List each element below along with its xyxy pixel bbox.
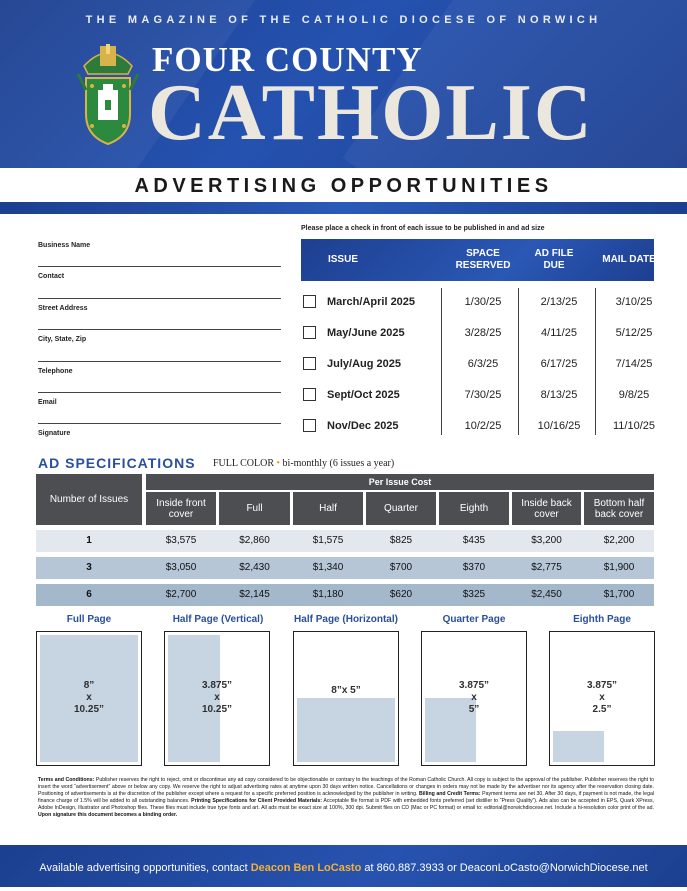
- half-horizontal-diagram: [293, 631, 399, 766]
- printing-label: Printing Specifications for Client Provided Materials:: [191, 798, 322, 805]
- issue-name: Nov/Dec 2025: [327, 420, 399, 432]
- title-four-county: FOUR COUNTY: [152, 40, 423, 79]
- mail-date: 11/10/25: [612, 420, 655, 432]
- binding-notice: Upon signature this document becomes a binding order.: [38, 812, 178, 819]
- eighth-page-diagram: [549, 631, 655, 766]
- price-cell: $2,775: [531, 562, 562, 573]
- telephone-field[interactable]: [38, 362, 281, 393]
- size-dim: 8”x 5”: [331, 685, 361, 696]
- price-cell: $1,900: [603, 562, 635, 573]
- street-address-field[interactable]: [38, 299, 281, 330]
- footer-suffix: at 860.887.3933 or DeaconLoCasto@NorwichDiocese.net: [361, 862, 648, 874]
- col-ad-file-due: AD FILE DUE: [534, 248, 574, 271]
- issue-row: [301, 291, 661, 322]
- size-label: [294, 685, 398, 697]
- price-cell: $2,145: [239, 589, 270, 600]
- price-cell: $2,860: [239, 535, 270, 546]
- col-number-of-issues: Number of Issues: [36, 474, 142, 525]
- size-x: x: [599, 692, 605, 703]
- price-cell: $3,050: [165, 562, 197, 573]
- adfile-date: 10/16/25: [537, 420, 581, 432]
- price-cell: $700: [389, 562, 413, 573]
- price-cell: $2,200: [603, 535, 635, 546]
- price-cell: $1,700: [603, 589, 635, 600]
- diocese-crest-icon: [76, 44, 140, 152]
- col-half: Half: [293, 492, 363, 525]
- field-label: Business Name: [38, 242, 91, 249]
- size-dim: 3.875”: [201, 680, 233, 691]
- space-date: 6/3/25: [467, 358, 499, 370]
- frequency-label: bi-monthly (6 issues a year): [282, 458, 395, 469]
- mail-date: 9/8/25: [618, 389, 650, 401]
- issue-name: May/June 2025: [327, 327, 405, 339]
- contact-field[interactable]: [38, 267, 281, 298]
- issue-row: [301, 322, 661, 353]
- size-x: x: [86, 692, 92, 703]
- issue-row: [301, 353, 661, 384]
- eighth-page-title: Eighth Page: [573, 614, 631, 625]
- quarter-page-title: Quarter Page: [442, 614, 506, 625]
- size-dim: 10.25”: [73, 704, 105, 715]
- size-dim: 3.875”: [458, 680, 490, 691]
- tagline: THE MAGAZINE OF THE CATHOLIC DIOCESE OF NORWICH: [85, 14, 602, 26]
- advertiser-form: [38, 236, 281, 456]
- field-label: Email: [38, 398, 57, 406]
- full-color-label: FULL COLOR: [213, 458, 275, 469]
- price-row: [36, 584, 654, 606]
- size-dim: 2.5”: [592, 704, 612, 715]
- space-date: 7/30/25: [464, 389, 502, 401]
- col-inside-front-cover: Inside front cover: [146, 492, 216, 525]
- issue-instructions: Please place a check in front of each issue to be published in and ad size: [301, 225, 545, 232]
- price-cell: $825: [389, 535, 413, 546]
- col-bottom-half-back-cover: Bottom half back cover: [584, 492, 654, 525]
- email-field[interactable]: [38, 393, 281, 424]
- contact-footer: [0, 845, 687, 887]
- mail-date: 3/10/25: [615, 296, 653, 308]
- title-catholic: CATHOLIC: [148, 69, 594, 157]
- section-banner: [0, 168, 687, 202]
- issue-checkbox[interactable]: [303, 388, 316, 401]
- adfile-date: 6/17/25: [540, 358, 578, 370]
- adfile-date: 2/13/25: [540, 296, 578, 308]
- bullet-dot: •: [276, 458, 281, 469]
- price-cell: $3,200: [531, 535, 562, 546]
- signature-field[interactable]: [38, 424, 281, 455]
- footer-prefix: Available advertising opportunities, contact: [39, 862, 251, 874]
- issue-count: 6: [86, 589, 92, 600]
- divider-band: [0, 202, 687, 214]
- size-label: [37, 680, 141, 716]
- price-cell: $2,430: [239, 562, 270, 573]
- price-cell: $3,575: [165, 535, 197, 546]
- field-label: Street Address: [38, 304, 88, 312]
- full-page-title: Full Page: [66, 614, 112, 625]
- col-full: Full: [219, 492, 290, 525]
- mail-date: 7/14/25: [615, 358, 653, 370]
- size-label: [165, 680, 269, 716]
- price-row: [36, 530, 654, 552]
- field-label: City, State, Zip: [38, 336, 87, 344]
- billing-label: Billing and Credit Terms:: [418, 791, 481, 798]
- issue-checkbox[interactable]: [303, 419, 316, 432]
- half-vertical-diagram: [164, 631, 270, 766]
- billing-text: Payment terms are net 30. After 30 days, if payment is not made, the legal finance charge of 1.5% will be added to all outstanding balances.: [38, 791, 654, 805]
- contact-name: Deacon Ben LoCasto: [250, 862, 362, 874]
- issue-row: [301, 384, 661, 415]
- printing-text: Acceptable file format is PDF with embedded fonts preferred (set distiller to “Press Quality”). Ads also can be accepted in EPS, Quark XPress, Adobe InDesign, Illustrator and Photoshop files. These files must include true type fonts and art. All ads must be exact size at 100%, 300 dpi. Submit files on CD (Mac or PC format) or email to: editorial@norwichdiocese.net. Include a hi-resolution color print of the ad.: [38, 798, 654, 812]
- size-label: [422, 680, 526, 716]
- price-cell: $2,450: [531, 589, 562, 600]
- col-quarter: Quarter: [366, 492, 436, 525]
- price-cell: $1,575: [312, 535, 344, 546]
- price-cell: $370: [462, 562, 486, 573]
- size-dim: 10.25”: [201, 704, 233, 715]
- terms-text: Publisher reserves the right to reject, omit or discontinue any ad copy considered to be objectionable or contrary to the teachings of the Roman Catholic Church. All copy is subject to the approval of the publisher. Publisher reserves the right to insert the word “advertisement” above or below any copy. We reserve the right to adjust advertising rates at anytime upon 30 days written notice. Cancellations or changes in orders may not be made by the advertiser nor its agency after the reservation closing date. Positioning of advertisements is at the discretion of the publisher except where a request for a specific preferred position is acknowledged by the publisher in writing.: [38, 777, 654, 798]
- per-issue-cost-header: Per Issue Cost: [146, 474, 654, 490]
- space-date: 1/30/25: [464, 296, 502, 308]
- business-name-field[interactable]: [38, 236, 281, 267]
- price-cell: $1,180: [312, 589, 344, 600]
- ad-specifications-subtitle: [213, 458, 394, 469]
- issue-checkbox[interactable]: [303, 357, 316, 370]
- masthead: [0, 0, 687, 168]
- issue-table-header: [301, 239, 654, 281]
- size-x: x: [471, 692, 477, 703]
- issue-name: March/April 2025: [327, 296, 416, 308]
- col-eighth: Eighth: [439, 492, 509, 525]
- city-state-zip-field[interactable]: [38, 330, 281, 361]
- adfile-date: 4/11/25: [541, 327, 577, 339]
- size-dim: 5”: [468, 704, 480, 715]
- terms-and-conditions: [38, 777, 654, 820]
- terms-label: Terms and Conditions:: [38, 777, 95, 783]
- half-vertical-title: Half Page (Vertical): [172, 614, 264, 625]
- space-date: 10/2/25: [464, 420, 502, 432]
- col-issue: ISSUE: [327, 254, 358, 265]
- issue-name: July/Aug 2025: [327, 358, 401, 370]
- space-date: 3/28/25: [464, 327, 502, 339]
- full-page-diagram: [36, 631, 142, 766]
- size-x: x: [214, 692, 220, 703]
- issue-row: [301, 415, 661, 446]
- issue-checkbox[interactable]: [303, 326, 316, 339]
- field-label: Telephone: [38, 367, 73, 375]
- field-label: Signature: [38, 430, 71, 438]
- price-cell: $325: [462, 589, 486, 600]
- price-cell: $1,340: [312, 562, 344, 573]
- section-title: ADVERTISING OPPORTUNITIES: [134, 175, 553, 197]
- price-cell: $2,700: [165, 589, 197, 600]
- adfile-date: 8/13/25: [540, 389, 578, 401]
- quarter-page-diagram: [421, 631, 527, 766]
- col-inside-back-cover: Inside back cover: [512, 492, 581, 525]
- ad-specifications-title: AD SPECIFICATIONS: [38, 455, 196, 471]
- col-space-reserved: SPACE RESERVED: [455, 248, 511, 271]
- ad-area: [553, 731, 604, 762]
- price-cell: $620: [389, 589, 413, 600]
- issue-name: Sept/Oct 2025: [327, 389, 400, 401]
- ad-area: [297, 698, 395, 762]
- price-cell: $435: [462, 535, 486, 546]
- size-dim: 8”: [83, 680, 95, 691]
- issue-count: 3: [86, 562, 92, 573]
- price-row: [36, 557, 654, 579]
- size-dim: 3.875”: [586, 680, 618, 691]
- field-label: Contact: [38, 273, 65, 281]
- issue-checkbox[interactable]: [303, 295, 316, 308]
- issue-count: 1: [86, 535, 92, 546]
- mail-date: 5/12/25: [615, 327, 653, 339]
- half-horizontal-title: Half Page (Horizontal): [294, 614, 398, 625]
- size-label: [550, 680, 654, 716]
- col-mail-date: MAIL DATE: [602, 254, 656, 265]
